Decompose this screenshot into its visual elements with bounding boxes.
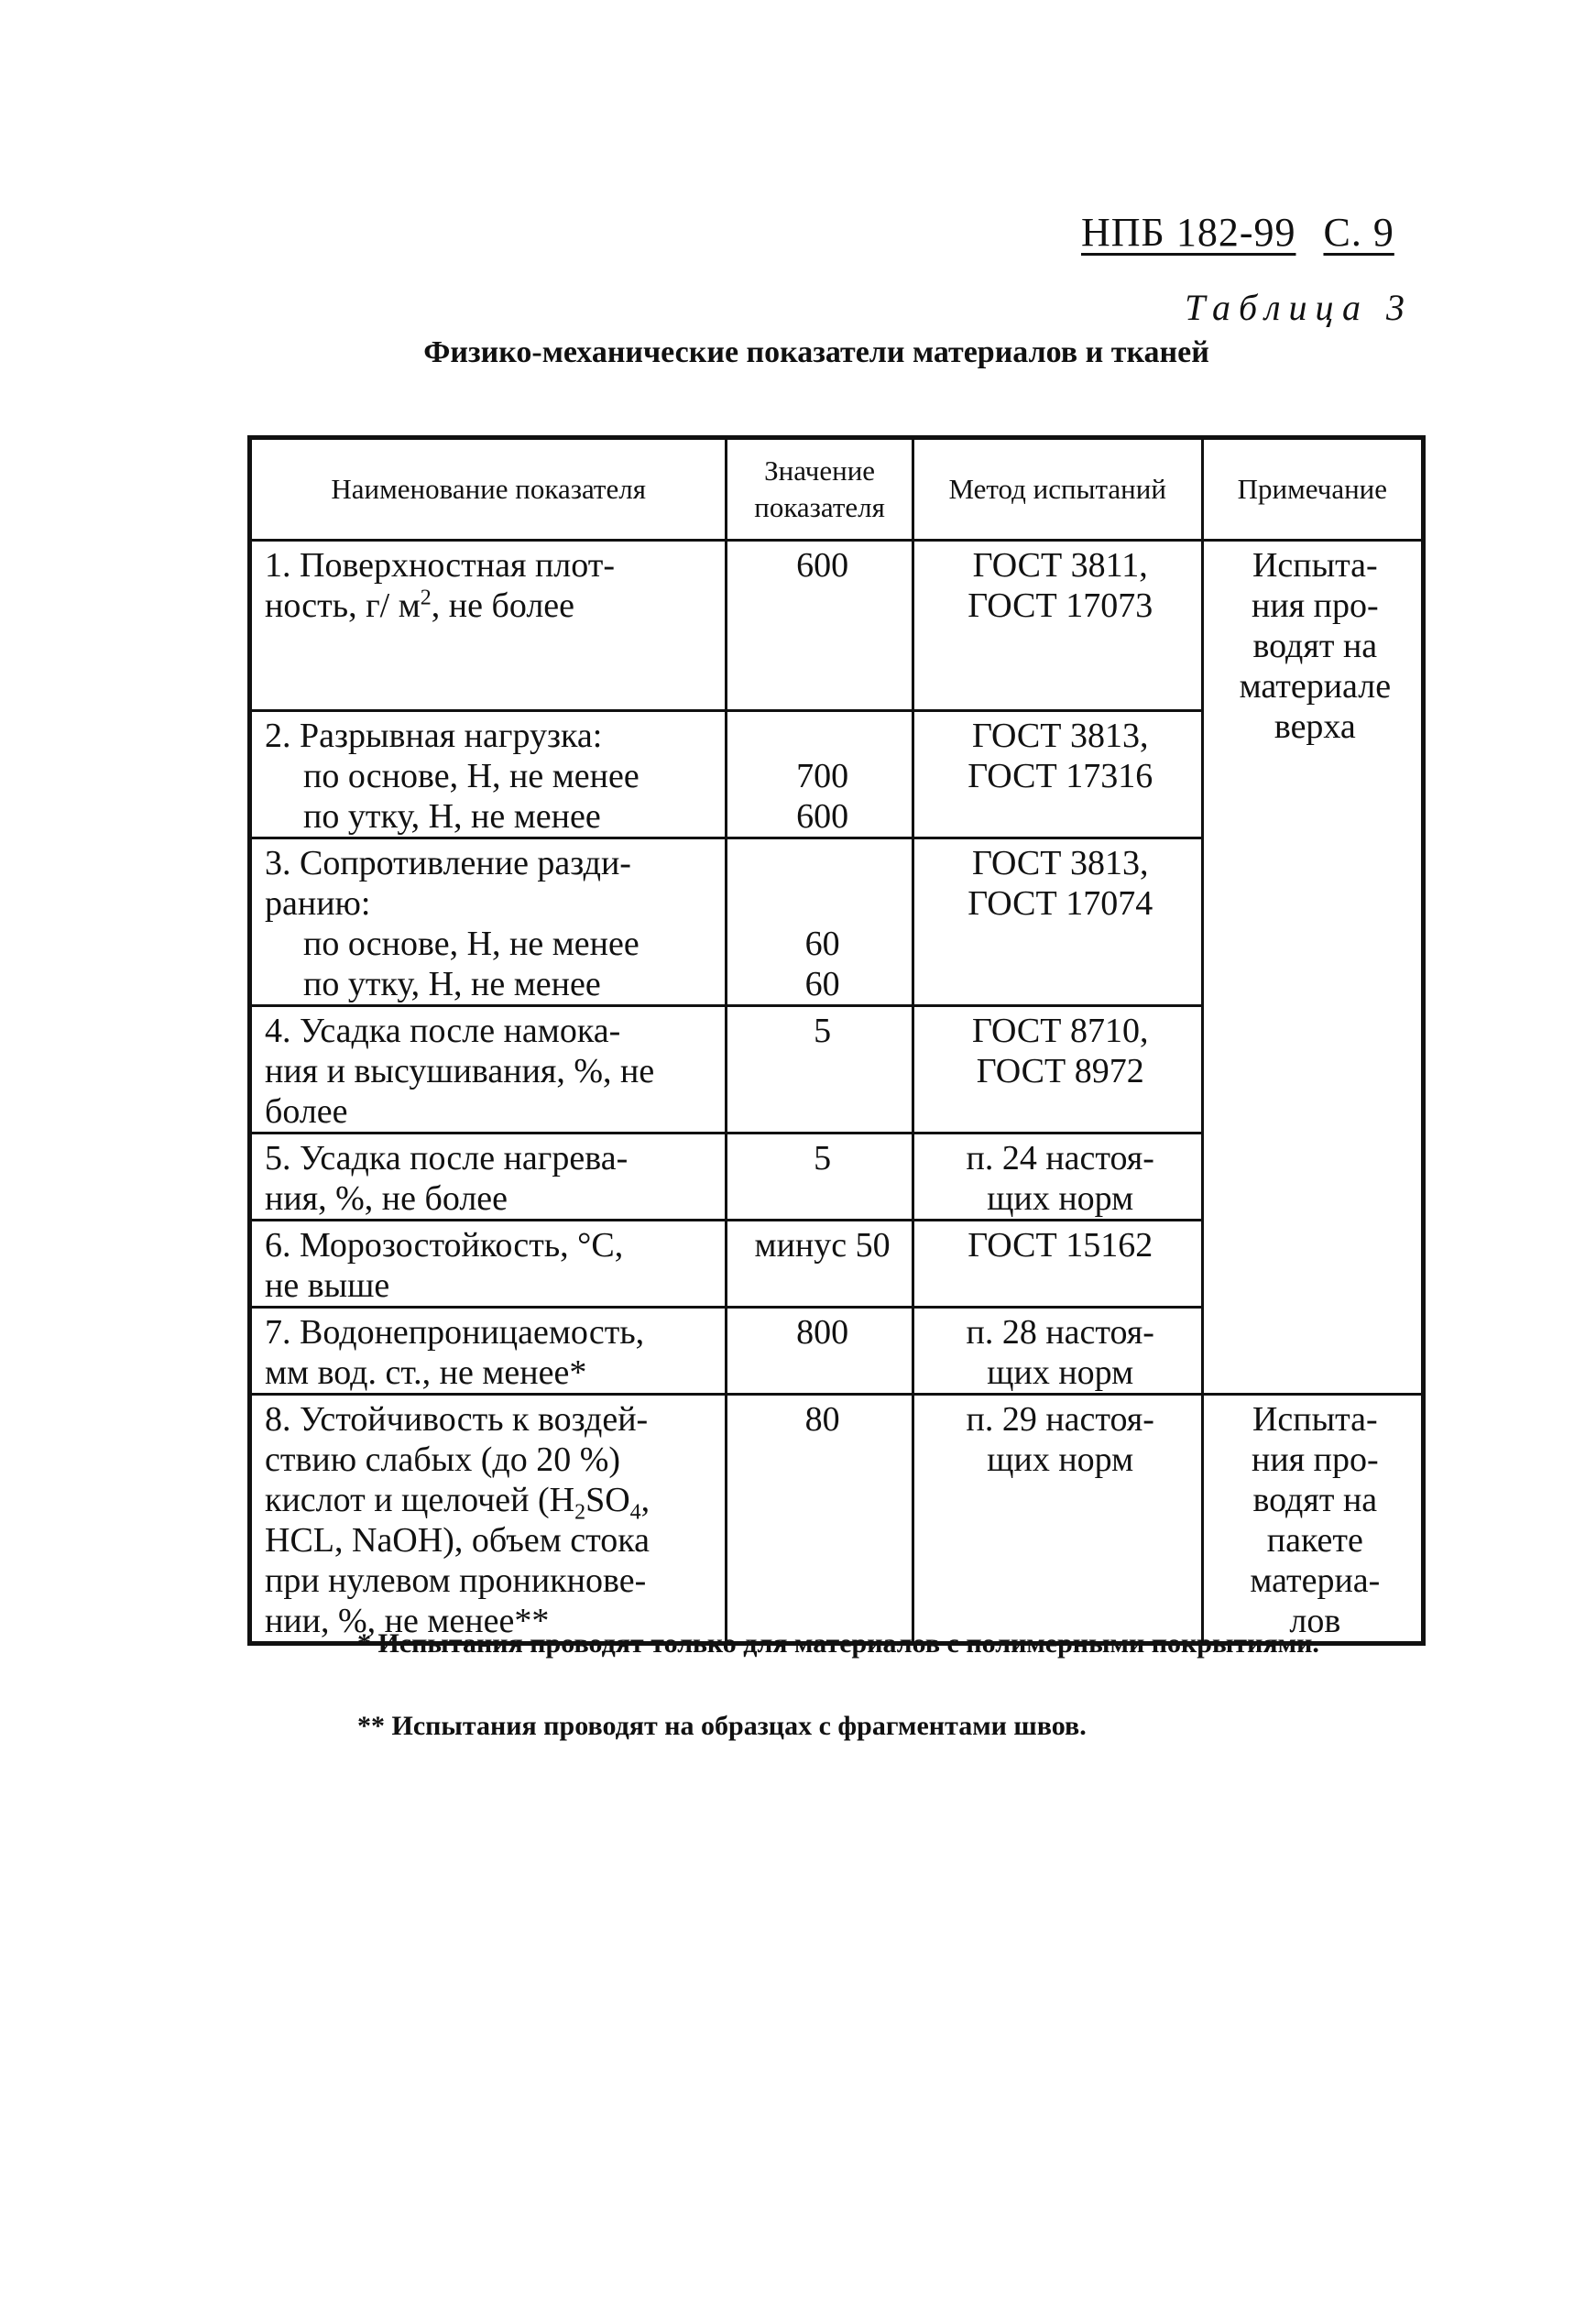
row-name: 7. Водонепроницаемость, мм вод. ст., не менее* [250,1308,727,1395]
row-name: 6. Морозостойкость, °С, не выше [250,1221,727,1308]
header-method: Метод испытаний [913,438,1202,541]
row-value: 800 [727,1308,913,1395]
row-name: 5. Усадка после нагрева- ния, %, не более [250,1134,727,1221]
row-name: 4. Усадка после намока- ния и высушивания, %, не более [250,1006,727,1134]
properties-table [247,435,1426,1646]
table-header-row [250,438,1424,541]
row-value: 80 [727,1395,913,1644]
row-method: ГОСТ 15162 [913,1221,1202,1308]
row-method: ГОСТ 8710, ГОСТ 8972 [913,1006,1202,1134]
page-number: С. 9 [1323,210,1394,255]
note-cell-lower: Испыта- ния про- водят на пакете материа- лов [1202,1395,1423,1644]
row-value: минус 50 [727,1221,913,1308]
row-method: ГОСТ 3813, ГОСТ 17074 [913,838,1202,1006]
row-method: ГОСТ 3813, ГОСТ 17316 [913,711,1202,838]
note-cell-upper: Испыта- ния про- водят на материале верха [1202,541,1423,1395]
row-name: 8. Устойчивость к воздей- ствию слабых (до 20 %) кислот и щелочей ($H_2SO_4$, HCL, NaOH), объем стока при нулевом проникнове- нии, %, не менее** [250,1395,727,1644]
row-method: ГОСТ 3811, ГОСТ 17073 [913,541,1202,711]
table-label: Таблица 3 [1185,287,1413,328]
footnote-2: ** Испытания проводят на образцах с фрагментами швов. [357,1711,1087,1741]
row-method: п. 29 настоя- щих норм [913,1395,1202,1644]
table-row [250,541,1424,711]
page-header [1081,209,1394,256]
header-value: Значение показателя [727,438,913,541]
row-name: 3. Сопротивление разди- ранию: по основе, Н, не менее по утку, Н, не менее [250,838,727,1006]
row-value: 700 600 [727,711,913,838]
row-name: 1. Поверхностная плот- ность, г/ $м^2$, не более [250,541,727,711]
row-value: 5 [727,1006,913,1134]
row-name: 2. Разрывная нагрузка: по основе, Н, не менее по утку, Н, не менее [250,711,727,838]
footnote-1: * Испытания проводят только для материалов с полимерными покрытиями. [357,1628,1319,1659]
header-note: Примечание [1202,438,1423,541]
table-row [250,1395,1424,1644]
row-method: п. 28 настоя- щих норм [913,1308,1202,1395]
row-value: 600 [727,541,913,711]
row-value: 5 [727,1134,913,1221]
row-method: п. 24 настоя- щих норм [913,1134,1202,1221]
table-title: Физико-механические показатели материалов и тканей [423,335,1209,369]
document-id: НПБ 182-99 [1081,210,1296,255]
header-name: Наименование показателя [250,438,727,541]
row-value: 60 60 [727,838,913,1006]
